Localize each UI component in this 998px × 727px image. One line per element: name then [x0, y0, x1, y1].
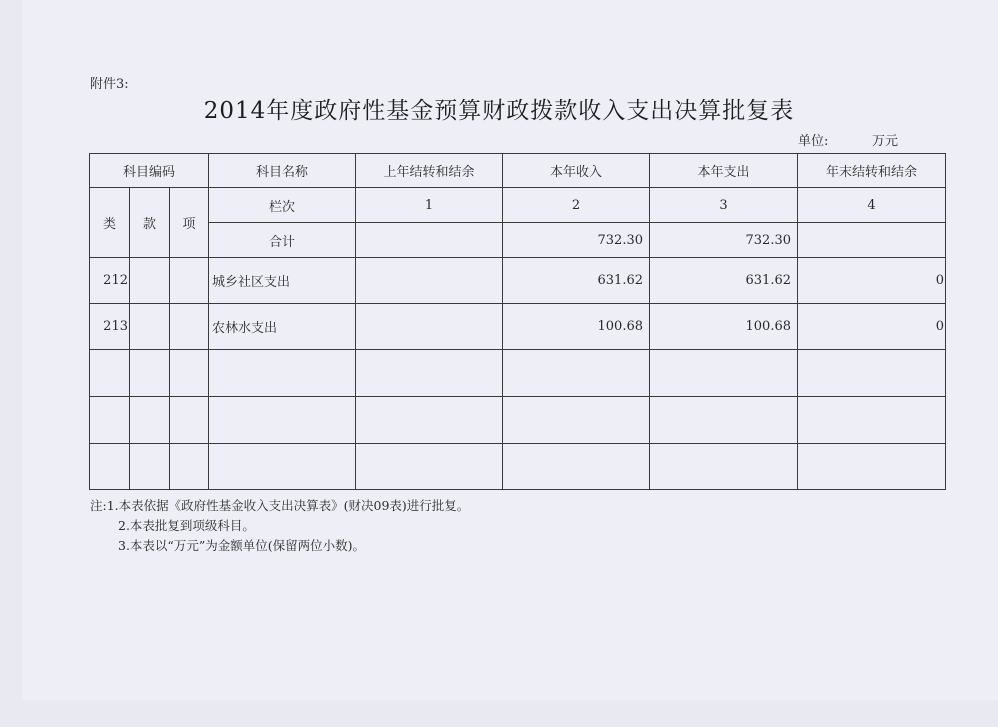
- header-income: 本年收入: [503, 154, 650, 188]
- notes-section: [90, 496, 469, 556]
- column-number-4: 4: [798, 188, 946, 223]
- cell-name: [209, 444, 356, 490]
- cell-kuan: [130, 444, 170, 490]
- cell-kuan: [130, 350, 170, 397]
- cell-name: [209, 397, 356, 444]
- cell-expense: [650, 444, 798, 490]
- cell-expense: [650, 397, 798, 444]
- cell-end-balance: [798, 350, 946, 397]
- cell-expense: 100.68: [650, 304, 798, 350]
- note-3: 3.本表以“万元”为金额单位(保留两位小数)。: [118, 538, 365, 553]
- cell-name: [209, 350, 356, 397]
- header-lei: 类: [90, 188, 130, 258]
- header-prev-balance: 上年结转和结余: [356, 154, 503, 188]
- cell-income: [503, 350, 650, 397]
- cell-xiang: [170, 350, 209, 397]
- cell-expense: [650, 350, 798, 397]
- header-xiang: 项: [170, 188, 209, 258]
- table-row: [90, 304, 946, 350]
- total-prev-balance: [356, 223, 503, 258]
- note-2: 2.本表批复到项级科目。: [118, 518, 255, 533]
- cell-lei: [90, 397, 130, 444]
- total-label: 合计: [209, 223, 356, 258]
- cell-income: [503, 397, 650, 444]
- cell-prev-balance: [356, 444, 503, 490]
- table-row: [90, 397, 946, 444]
- budget-table: [89, 153, 946, 490]
- table-row: [90, 444, 946, 490]
- cell-prev-balance: [356, 304, 503, 350]
- cell-end-balance: 0: [798, 304, 946, 350]
- header-row: [90, 154, 946, 188]
- cell-end-balance: 0: [798, 258, 946, 304]
- column-number-2: 2: [503, 188, 650, 223]
- total-income: 732.30: [503, 223, 650, 258]
- total-row: [90, 223, 946, 258]
- column-order-row: [90, 188, 946, 223]
- header-kuan: 款: [130, 188, 170, 258]
- cell-prev-balance: [356, 397, 503, 444]
- cell-end-balance: [798, 397, 946, 444]
- cell-end-balance: [798, 444, 946, 490]
- cell-lei: [90, 350, 130, 397]
- cell-income: [503, 444, 650, 490]
- total-expense: 732.30: [650, 223, 798, 258]
- cell-kuan: [130, 397, 170, 444]
- cell-xiang: [170, 304, 209, 350]
- column-number-3: 3: [650, 188, 798, 223]
- total-end-balance: [798, 223, 946, 258]
- cell-lei: 213: [90, 304, 130, 350]
- note-1: 注:1.本表依据《政府性基金收入支出决算表》(财决09表)进行批复。: [90, 498, 470, 513]
- table-row: [90, 350, 946, 397]
- cell-name: 农林水支出: [209, 304, 356, 350]
- header-expense: 本年支出: [650, 154, 798, 188]
- column-number-1: 1: [356, 188, 503, 223]
- cell-prev-balance: [356, 350, 503, 397]
- cell-kuan: [130, 258, 170, 304]
- cell-income: 100.68: [503, 304, 650, 350]
- cell-xiang: [170, 397, 209, 444]
- cell-xiang: [170, 444, 209, 490]
- cell-income: 631.62: [503, 258, 650, 304]
- cell-lei: [90, 444, 130, 490]
- header-end-balance: 年末结转和结余: [798, 154, 946, 188]
- cell-lei: 212: [90, 258, 130, 304]
- document-title: 2014年度政府性基金预算财政拨款收入支出决算批复表: [203, 98, 795, 124]
- unit-value: 万元: [872, 134, 899, 149]
- table-row: [90, 258, 946, 304]
- cell-xiang: [170, 258, 209, 304]
- column-order-label: 栏次: [209, 188, 356, 223]
- header-code-group: 科目编码: [90, 154, 209, 188]
- cell-prev-balance: [356, 258, 503, 304]
- unit-label: 单位:: [798, 134, 829, 149]
- cell-expense: 631.62: [650, 258, 798, 304]
- attachment-label: 附件3:: [90, 77, 129, 92]
- header-name: 科目名称: [209, 154, 356, 188]
- cell-name: 城乡社区支出: [209, 258, 356, 304]
- cell-kuan: [130, 304, 170, 350]
